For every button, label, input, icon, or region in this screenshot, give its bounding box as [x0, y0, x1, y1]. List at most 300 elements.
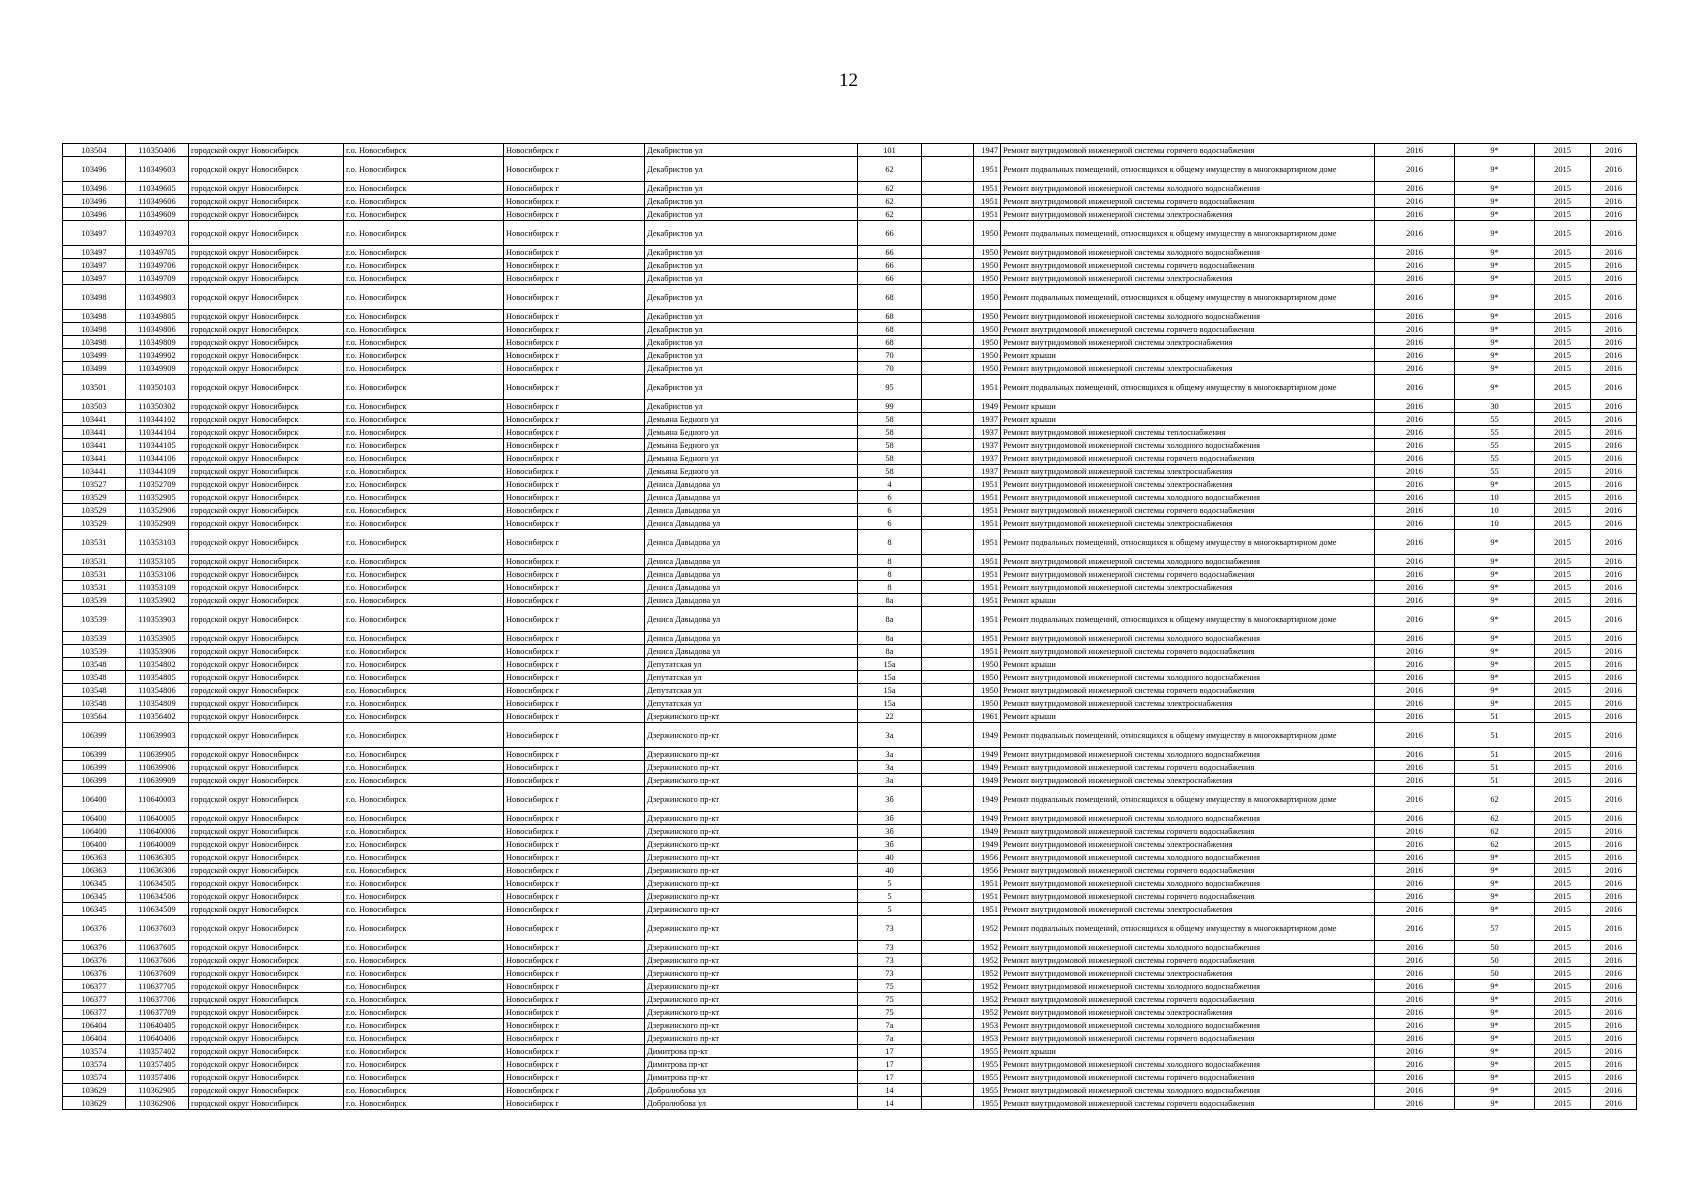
cell-settlement: Новосибирск г [504, 426, 645, 439]
cell-period-from: 2015 [1535, 349, 1591, 362]
cell-work-code: 110353105 [126, 555, 189, 568]
cell-plan-year: 2016 [1375, 761, 1455, 774]
cell-municipality: г.о. Новосибирск [344, 452, 504, 465]
cell-house-id: 106399 [63, 774, 126, 787]
cell-house-id: 103498 [63, 323, 126, 336]
cell-wear: 50 [1455, 941, 1535, 954]
cell-street: Декабристов ул [645, 285, 858, 310]
cell-work-code: 110637603 [126, 916, 189, 941]
cell-period-to: 2016 [1591, 504, 1637, 517]
table-row [63, 594, 1637, 607]
table-row [63, 877, 1637, 890]
cell-settlement: Новосибирск г [504, 1071, 645, 1084]
cell-municipality: г.о. Новосибирск [344, 684, 504, 697]
cell-municipality: г.о. Новосибирск [344, 400, 504, 413]
cell-district: городской округ Новосибирск [189, 375, 344, 400]
cell-blank [922, 375, 974, 400]
cell-plan-year: 2016 [1375, 439, 1455, 452]
cell-wear: 9* [1455, 555, 1535, 568]
cell-settlement: Новосибирск г [504, 890, 645, 903]
cell-street: Дзержинского пр-кт [645, 851, 858, 864]
cell-municipality: г.о. Новосибирск [344, 877, 504, 890]
cell-house-number: 8 [858, 555, 922, 568]
cell-district: городской округ Новосибирск [189, 1058, 344, 1071]
cell-house-number: 62 [858, 157, 922, 182]
cell-period-to: 2016 [1591, 439, 1637, 452]
cell-period-from: 2015 [1535, 208, 1591, 221]
cell-build-year: 1953 [974, 1019, 1001, 1032]
cell-plan-year: 2016 [1375, 954, 1455, 967]
cell-district: городской округ Новосибирск [189, 1019, 344, 1032]
cell-house-id: 103548 [63, 671, 126, 684]
cell-period-to: 2016 [1591, 452, 1637, 465]
cell-work-type: Ремонт внутридомовой инженерной системы электроснабжения [1001, 208, 1375, 221]
cell-house-number: 5 [858, 903, 922, 916]
cell-house-id: 103574 [63, 1045, 126, 1058]
cell-period-to: 2016 [1591, 362, 1637, 375]
cell-wear: 55 [1455, 426, 1535, 439]
cell-district: городской округ Новосибирск [189, 980, 344, 993]
cell-work-type: Ремонт внутридомовой инженерной системы электроснабжения [1001, 903, 1375, 916]
cell-work-type: Ремонт внутридомовой инженерной системы холодного водоснабжения [1001, 980, 1375, 993]
cell-wear: 50 [1455, 954, 1535, 967]
cell-settlement: Новосибирск г [504, 491, 645, 504]
cell-street: Дзержинского пр-кт [645, 967, 858, 980]
cell-house-number: 58 [858, 465, 922, 478]
cell-house-number: 95 [858, 375, 922, 400]
table-row [63, 1084, 1637, 1097]
cell-work-type: Ремонт внутридомовой инженерной системы холодного водоснабжения [1001, 1084, 1375, 1097]
table-row [63, 1032, 1637, 1045]
cell-house-id: 106399 [63, 761, 126, 774]
cell-house-number: 68 [858, 310, 922, 323]
cell-work-code: 110356402 [126, 710, 189, 723]
cell-municipality: г.о. Новосибирск [344, 285, 504, 310]
cell-work-code: 110636306 [126, 864, 189, 877]
cell-municipality: г.о. Новосибирск [344, 697, 504, 710]
cell-work-code: 110344102 [126, 413, 189, 426]
cell-settlement: Новосибирск г [504, 246, 645, 259]
cell-build-year: 1937 [974, 465, 1001, 478]
cell-work-type: Ремонт крыши [1001, 1045, 1375, 1058]
cell-house-id: 103531 [63, 530, 126, 555]
cell-blank [922, 594, 974, 607]
cell-district: городской округ Новосибирск [189, 555, 344, 568]
cell-wear: 55 [1455, 452, 1535, 465]
cell-period-to: 2016 [1591, 607, 1637, 632]
cell-house-number: 58 [858, 413, 922, 426]
cell-municipality: г.о. Новосибирск [344, 825, 504, 838]
cell-plan-year: 2016 [1375, 993, 1455, 1006]
cell-street: Дзержинского пр-кт [645, 723, 858, 748]
cell-house-number: 58 [858, 426, 922, 439]
cell-house-id: 103529 [63, 517, 126, 530]
cell-house-number: 7а [858, 1019, 922, 1032]
cell-municipality: г.о. Новосибирск [344, 439, 504, 452]
cell-period-from: 2015 [1535, 465, 1591, 478]
cell-district: городской округ Новосибирск [189, 413, 344, 426]
cell-blank [922, 195, 974, 208]
table-row [63, 323, 1637, 336]
cell-work-type: Ремонт крыши [1001, 594, 1375, 607]
cell-settlement: Новосибирск г [504, 1058, 645, 1071]
cell-street: Декабристов ул [645, 310, 858, 323]
cell-municipality: г.о. Новосибирск [344, 774, 504, 787]
cell-house-number: 68 [858, 285, 922, 310]
cell-period-from: 2015 [1535, 555, 1591, 568]
cell-house-number: 15а [858, 697, 922, 710]
cell-blank [922, 607, 974, 632]
cell-work-code: 110354809 [126, 697, 189, 710]
cell-settlement: Новосибирск г [504, 310, 645, 323]
cell-build-year: 1950 [974, 336, 1001, 349]
cell-period-from: 2015 [1535, 787, 1591, 812]
cell-settlement: Новосибирск г [504, 658, 645, 671]
cell-municipality: г.о. Новосибирск [344, 980, 504, 993]
cell-build-year: 1949 [974, 761, 1001, 774]
cell-work-type: Ремонт крыши [1001, 400, 1375, 413]
cell-municipality: г.о. Новосибирск [344, 413, 504, 426]
cell-house-id: 103531 [63, 568, 126, 581]
cell-street: Демьяна Бедного ул [645, 439, 858, 452]
cell-settlement: Новосибирск г [504, 323, 645, 336]
cell-build-year: 1937 [974, 439, 1001, 452]
cell-district: городской округ Новосибирск [189, 825, 344, 838]
cell-district: городской округ Новосибирск [189, 310, 344, 323]
cell-plan-year: 2016 [1375, 607, 1455, 632]
cell-build-year: 1955 [974, 1058, 1001, 1071]
cell-street: Демьяна Бедного ул [645, 413, 858, 426]
cell-municipality: г.о. Новосибирск [344, 954, 504, 967]
cell-plan-year: 2016 [1375, 838, 1455, 851]
cell-period-to: 2016 [1591, 182, 1637, 195]
cell-plan-year: 2016 [1375, 272, 1455, 285]
cell-wear: 9* [1455, 671, 1535, 684]
cell-plan-year: 2016 [1375, 246, 1455, 259]
cell-build-year: 1949 [974, 787, 1001, 812]
cell-period-to: 2016 [1591, 1071, 1637, 1084]
cell-build-year: 1951 [974, 877, 1001, 890]
table-row [63, 400, 1637, 413]
cell-period-to: 2016 [1591, 157, 1637, 182]
cell-period-to: 2016 [1591, 812, 1637, 825]
cell-blank [922, 208, 974, 221]
cell-settlement: Новосибирск г [504, 208, 645, 221]
cell-house-id: 106377 [63, 980, 126, 993]
cell-period-from: 2015 [1535, 916, 1591, 941]
cell-house-id: 106399 [63, 748, 126, 761]
cell-street: Дзержинского пр-кт [645, 877, 858, 890]
cell-period-from: 2015 [1535, 967, 1591, 980]
cell-period-from: 2015 [1535, 439, 1591, 452]
cell-street: Декабристов ул [645, 272, 858, 285]
cell-period-to: 2016 [1591, 980, 1637, 993]
cell-blank [922, 787, 974, 812]
cell-work-type: Ремонт внутридомовой инженерной системы холодного водоснабжения [1001, 310, 1375, 323]
cell-district: городской округ Новосибирск [189, 941, 344, 954]
cell-house-id: 103496 [63, 157, 126, 182]
cell-municipality: г.о. Новосибирск [344, 864, 504, 877]
table-row [63, 144, 1637, 157]
table-row [63, 710, 1637, 723]
table-row [63, 349, 1637, 362]
cell-settlement: Новосибирск г [504, 825, 645, 838]
cell-build-year: 1956 [974, 864, 1001, 877]
cell-wear: 9* [1455, 1058, 1535, 1071]
cell-wear: 9* [1455, 1097, 1535, 1110]
cell-municipality: г.о. Новосибирск [344, 851, 504, 864]
cell-work-type: Ремонт внутридомовой инженерной системы холодного водоснабжения [1001, 877, 1375, 890]
cell-settlement: Новосибирск г [504, 1097, 645, 1110]
table-row [63, 851, 1637, 864]
cell-build-year: 1950 [974, 259, 1001, 272]
cell-build-year: 1949 [974, 723, 1001, 748]
table-row [63, 607, 1637, 632]
cell-street: Декабристов ул [645, 144, 858, 157]
cell-house-id: 103574 [63, 1071, 126, 1084]
cell-work-code: 110349805 [126, 310, 189, 323]
cell-municipality: г.о. Новосибирск [344, 517, 504, 530]
cell-blank [922, 362, 974, 375]
cell-wear: 9* [1455, 208, 1535, 221]
cell-build-year: 1953 [974, 1032, 1001, 1045]
cell-period-from: 2015 [1535, 851, 1591, 864]
table-row [63, 568, 1637, 581]
cell-plan-year: 2016 [1375, 157, 1455, 182]
cell-municipality: г.о. Новосибирск [344, 568, 504, 581]
cell-blank [922, 323, 974, 336]
cell-period-from: 2015 [1535, 825, 1591, 838]
cell-build-year: 1950 [974, 684, 1001, 697]
table-row [63, 259, 1637, 272]
cell-district: городской округ Новосибирск [189, 362, 344, 375]
cell-settlement: Новосибирск г [504, 748, 645, 761]
cell-period-to: 2016 [1591, 864, 1637, 877]
cell-district: городской округ Новосибирск [189, 645, 344, 658]
cell-municipality: г.о. Новосибирск [344, 208, 504, 221]
cell-blank [922, 774, 974, 787]
cell-wear: 50 [1455, 967, 1535, 980]
cell-blank [922, 439, 974, 452]
cell-house-number: 15а [858, 671, 922, 684]
table-row [63, 812, 1637, 825]
cell-blank [922, 632, 974, 645]
cell-house-number: 3а [858, 761, 922, 774]
cell-house-number: 73 [858, 954, 922, 967]
cell-settlement: Новосибирск г [504, 967, 645, 980]
cell-period-to: 2016 [1591, 903, 1637, 916]
cell-district: городской округ Новосибирск [189, 890, 344, 903]
cell-house-id: 103548 [63, 697, 126, 710]
cell-period-from: 2015 [1535, 877, 1591, 890]
cell-settlement: Новосибирск г [504, 581, 645, 594]
table-row [63, 993, 1637, 1006]
cell-house-id: 103504 [63, 144, 126, 157]
table-row [63, 1071, 1637, 1084]
cell-district: городской округ Новосибирск [189, 144, 344, 157]
table-row [63, 890, 1637, 903]
cell-district: городской округ Новосибирск [189, 710, 344, 723]
cell-district: городской округ Новосибирск [189, 1006, 344, 1019]
cell-period-to: 2016 [1591, 1045, 1637, 1058]
cell-plan-year: 2016 [1375, 980, 1455, 993]
cell-work-code: 110349703 [126, 221, 189, 246]
cell-street: Дениса Давыдова ул [645, 517, 858, 530]
cell-house-number: 62 [858, 182, 922, 195]
cell-street: Декабристов ул [645, 349, 858, 362]
cell-wear: 55 [1455, 413, 1535, 426]
cell-house-number: 101 [858, 144, 922, 157]
table-row [63, 581, 1637, 594]
cell-house-number: 73 [858, 941, 922, 954]
cell-municipality: г.о. Новосибирск [344, 632, 504, 645]
cell-period-to: 2016 [1591, 684, 1637, 697]
cell-work-code: 110353106 [126, 568, 189, 581]
cell-period-from: 2015 [1535, 993, 1591, 1006]
cell-period-to: 2016 [1591, 349, 1637, 362]
cell-house-number: 3а [858, 748, 922, 761]
table-row [63, 1006, 1637, 1019]
cell-house-id: 106404 [63, 1019, 126, 1032]
cell-settlement: Новосибирск г [504, 607, 645, 632]
cell-municipality: г.о. Новосибирск [344, 491, 504, 504]
repair-register-table [62, 143, 1637, 1110]
cell-work-type: Ремонт внутридомовой инженерной системы электроснабжения [1001, 362, 1375, 375]
cell-work-type: Ремонт внутридомовой инженерной системы холодного водоснабжения [1001, 632, 1375, 645]
cell-wear: 9* [1455, 581, 1535, 594]
cell-municipality: г.о. Новосибирск [344, 594, 504, 607]
cell-work-type: Ремонт внутридомовой инженерной системы электроснабжения [1001, 838, 1375, 851]
table-row [63, 980, 1637, 993]
cell-work-type: Ремонт внутридомовой инженерной системы электроснабжения [1001, 774, 1375, 787]
cell-work-type: Ремонт внутридомовой инженерной системы холодного водоснабжения [1001, 1019, 1375, 1032]
cell-work-type: Ремонт подвальных помещений, относящихся к общему имуществу в многоквартирном доме [1001, 285, 1375, 310]
cell-blank [922, 144, 974, 157]
cell-district: городской округ Новосибирск [189, 632, 344, 645]
cell-plan-year: 2016 [1375, 748, 1455, 761]
cell-work-code: 110344104 [126, 426, 189, 439]
cell-period-from: 2015 [1535, 645, 1591, 658]
cell-plan-year: 2016 [1375, 491, 1455, 504]
cell-work-type: Ремонт внутридомовой инженерной системы горячего водоснабжения [1001, 645, 1375, 658]
cell-street: Дзержинского пр-кт [645, 748, 858, 761]
cell-period-to: 2016 [1591, 285, 1637, 310]
cell-work-code: 110344109 [126, 465, 189, 478]
cell-build-year: 1951 [974, 517, 1001, 530]
cell-street: Депутатская ул [645, 684, 858, 697]
cell-build-year: 1947 [974, 144, 1001, 157]
cell-period-to: 2016 [1591, 310, 1637, 323]
cell-work-type: Ремонт внутридомовой инженерной системы горячего водоснабжения [1001, 890, 1375, 903]
cell-wear: 10 [1455, 504, 1535, 517]
cell-work-code: 110640003 [126, 787, 189, 812]
cell-street: Декабристов ул [645, 157, 858, 182]
cell-house-id: 103496 [63, 195, 126, 208]
cell-build-year: 1956 [974, 851, 1001, 864]
cell-house-number: 4 [858, 478, 922, 491]
cell-work-type: Ремонт внутридомовой инженерной системы горячего водоснабжения [1001, 452, 1375, 465]
cell-build-year: 1937 [974, 426, 1001, 439]
cell-period-to: 2016 [1591, 221, 1637, 246]
cell-plan-year: 2016 [1375, 310, 1455, 323]
table-row [63, 195, 1637, 208]
cell-house-number: 66 [858, 221, 922, 246]
cell-district: городской округ Новосибирск [189, 439, 344, 452]
cell-district: городской округ Новосибирск [189, 761, 344, 774]
cell-work-code: 110353103 [126, 530, 189, 555]
cell-plan-year: 2016 [1375, 812, 1455, 825]
cell-settlement: Новосибирск г [504, 530, 645, 555]
cell-period-to: 2016 [1591, 246, 1637, 259]
cell-municipality: г.о. Новосибирск [344, 761, 504, 774]
cell-blank [922, 684, 974, 697]
cell-blank [922, 246, 974, 259]
cell-house-id: 103499 [63, 349, 126, 362]
cell-build-year: 1937 [974, 452, 1001, 465]
cell-plan-year: 2016 [1375, 941, 1455, 954]
cell-build-year: 1950 [974, 658, 1001, 671]
cell-street: Дениса Давыдова ул [645, 594, 858, 607]
table-row [63, 246, 1637, 259]
cell-plan-year: 2016 [1375, 323, 1455, 336]
cell-work-type: Ремонт подвальных помещений, относящихся к общему имуществу в многоквартирном доме [1001, 530, 1375, 555]
cell-settlement: Новосибирск г [504, 710, 645, 723]
cell-municipality: г.о. Новосибирск [344, 812, 504, 825]
cell-work-type: Ремонт внутридомовой инженерной системы холодного водоснабжения [1001, 439, 1375, 452]
cell-period-from: 2015 [1535, 941, 1591, 954]
cell-municipality: г.о. Новосибирск [344, 903, 504, 916]
table-row [63, 954, 1637, 967]
cell-house-id: 106363 [63, 851, 126, 864]
cell-plan-year: 2016 [1375, 362, 1455, 375]
cell-plan-year: 2016 [1375, 478, 1455, 491]
cell-municipality: г.о. Новосибирск [344, 723, 504, 748]
cell-build-year: 1949 [974, 825, 1001, 838]
cell-district: городской округ Новосибирск [189, 787, 344, 812]
cell-wear: 9* [1455, 285, 1535, 310]
cell-build-year: 1949 [974, 812, 1001, 825]
table-row [63, 697, 1637, 710]
cell-plan-year: 2016 [1375, 851, 1455, 864]
cell-plan-year: 2016 [1375, 375, 1455, 400]
cell-period-to: 2016 [1591, 761, 1637, 774]
cell-work-code: 110349803 [126, 285, 189, 310]
cell-work-code: 110349709 [126, 272, 189, 285]
cell-blank [922, 812, 974, 825]
cell-work-code: 110362906 [126, 1097, 189, 1110]
cell-district: городской округ Новосибирск [189, 1097, 344, 1110]
cell-work-code: 110357405 [126, 1058, 189, 1071]
cell-municipality: г.о. Новосибирск [344, 144, 504, 157]
cell-build-year: 1951 [974, 491, 1001, 504]
cell-period-from: 2015 [1535, 285, 1591, 310]
cell-work-type: Ремонт внутридомовой инженерной системы холодного водоснабжения [1001, 851, 1375, 864]
cell-municipality: г.о. Новосибирск [344, 195, 504, 208]
cell-settlement: Новосибирск г [504, 375, 645, 400]
cell-house-number: 5 [858, 877, 922, 890]
cell-house-id: 106376 [63, 967, 126, 980]
cell-plan-year: 2016 [1375, 671, 1455, 684]
cell-house-number: 66 [858, 259, 922, 272]
cell-municipality: г.о. Новосибирск [344, 658, 504, 671]
cell-work-type: Ремонт внутридомовой инженерной системы электроснабжения [1001, 272, 1375, 285]
cell-plan-year: 2016 [1375, 426, 1455, 439]
cell-settlement: Новосибирск г [504, 504, 645, 517]
cell-street: Декабристов ул [645, 336, 858, 349]
cell-street: Димитрова пр-кт [645, 1045, 858, 1058]
cell-settlement: Новосибирск г [504, 555, 645, 568]
cell-build-year: 1951 [974, 568, 1001, 581]
